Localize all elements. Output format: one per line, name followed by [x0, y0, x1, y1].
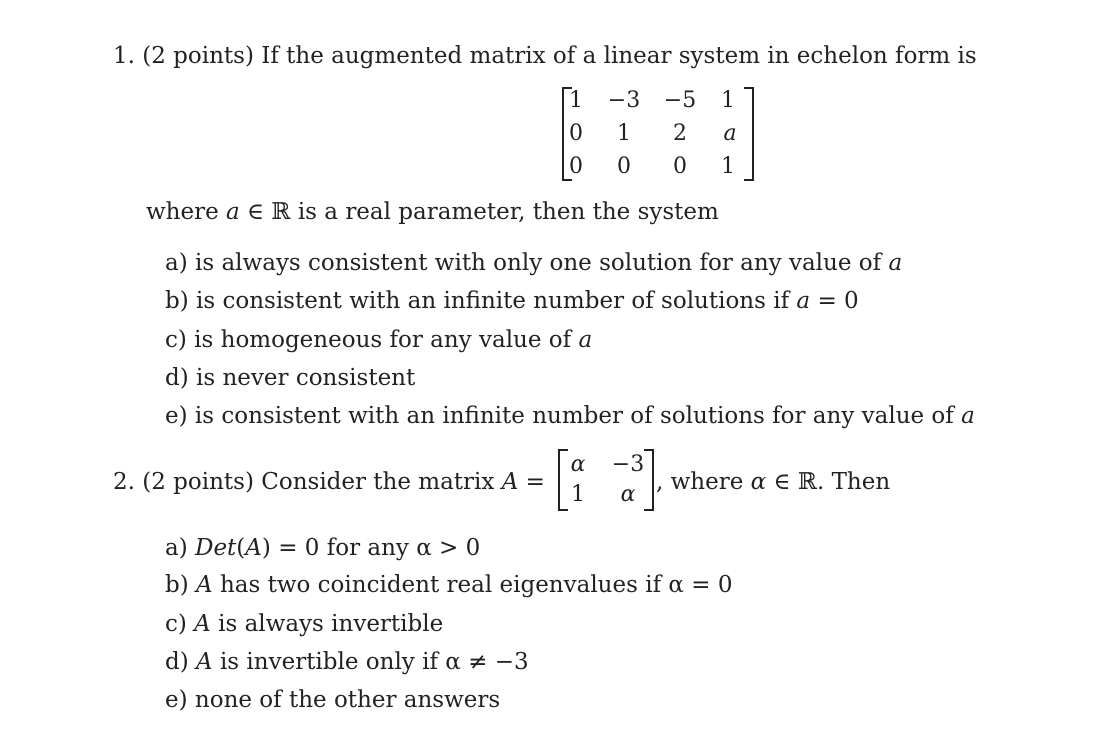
option-tail: has two coincident real eigenvalues if α = 0 — [212, 572, 733, 598]
q1-option-e[interactable] — [165, 402, 975, 430]
option-var: a — [888, 250, 903, 276]
q1-option-b[interactable] — [165, 287, 859, 315]
matrix-cell: 1 — [721, 88, 735, 113]
matrix-cell: α — [620, 482, 636, 507]
option-tail: = 0 — [810, 288, 859, 314]
option-var: A — [245, 535, 262, 561]
q2-option-c[interactable] — [165, 610, 443, 638]
after-text: , where — [656, 469, 751, 495]
matrix-cell: 1 — [721, 154, 735, 179]
option-tail: is always invertible — [210, 611, 444, 637]
option-label: a) — [165, 250, 188, 276]
equals-sign: = — [518, 469, 545, 495]
matrix-cell: 1 — [571, 482, 585, 507]
option-var: A — [196, 649, 213, 675]
option-tail: is invertible only if α ≠ −3 — [212, 649, 529, 675]
option-var: A — [196, 572, 213, 598]
q1-option-a[interactable] — [165, 249, 902, 277]
matrix-var: A — [501, 469, 519, 495]
option-tail: ) = 0 for any α > 0 — [261, 535, 481, 561]
where-rest: ∈ ℝ is a real parameter, then the system — [239, 199, 719, 225]
question-2-after — [656, 468, 890, 496]
question-2-intro: (2 points) Consider the matrix — [142, 469, 502, 495]
q2-option-e[interactable] — [165, 686, 500, 714]
question-2-number: 2. — [113, 469, 135, 495]
matrix-cell: α — [570, 452, 586, 477]
matrix-cell: −5 — [663, 88, 697, 113]
question-1-number: 1. — [113, 43, 135, 69]
question-1-heading — [113, 42, 977, 70]
matrix-cell: 1 — [617, 121, 631, 146]
option-label: e) — [165, 403, 188, 429]
q2-option-a[interactable] — [165, 534, 480, 562]
where-var: a — [226, 199, 240, 225]
matrix-a — [558, 449, 654, 511]
option-label: c) — [165, 611, 187, 637]
q1-option-c[interactable] — [165, 326, 592, 354]
option-var: a — [796, 288, 811, 314]
question-2-heading — [113, 468, 545, 496]
option-text: none of the other answers — [194, 687, 501, 713]
augmented-matrix — [562, 87, 754, 181]
option-label: e) — [165, 687, 188, 713]
matrix-cell: a — [723, 121, 737, 146]
option-label: c) — [165, 327, 187, 353]
option-var: Det — [195, 535, 237, 561]
option-text: is always consistent with only one solution for any value of — [195, 250, 889, 276]
q2-option-b[interactable] — [165, 571, 732, 599]
matrix-cell: 0 — [569, 121, 583, 146]
option-label: d) — [165, 365, 189, 391]
after-rest: ∈ ℝ. Then — [766, 469, 891, 495]
option-text: is consistent with an infinite number of solutions for any value of — [194, 403, 962, 429]
option-label: d) — [165, 649, 189, 675]
option-text: is homogeneous for any value of — [194, 327, 579, 353]
after-var: α — [750, 469, 767, 495]
option-text: is never consistent — [196, 365, 416, 391]
matrix-cell: 0 — [617, 154, 631, 179]
q1-option-d[interactable] — [165, 364, 415, 392]
matrix-cell: 2 — [673, 121, 687, 146]
matrix-cell: 1 — [569, 88, 583, 113]
question-1-intro: (2 points) If the augmented matrix of a linear system in echelon form is — [142, 43, 977, 69]
option-mid: ( — [236, 535, 246, 561]
where-text: where — [146, 199, 227, 225]
matrix-cell: −3 — [607, 88, 641, 113]
q2-option-d[interactable] — [165, 648, 529, 676]
option-label: b) — [165, 288, 189, 314]
option-label: b) — [165, 572, 189, 598]
option-var: a — [578, 327, 593, 353]
question-1-where — [146, 198, 719, 226]
matrix-cell: 0 — [569, 154, 583, 179]
matrix-cell: −3 — [611, 452, 645, 477]
matrix-cell: 0 — [673, 154, 687, 179]
option-var: a — [961, 403, 975, 429]
option-var: A — [194, 611, 211, 637]
option-label: a) — [165, 535, 188, 561]
option-text: is consistent with an infinite number of solutions if — [196, 288, 797, 314]
